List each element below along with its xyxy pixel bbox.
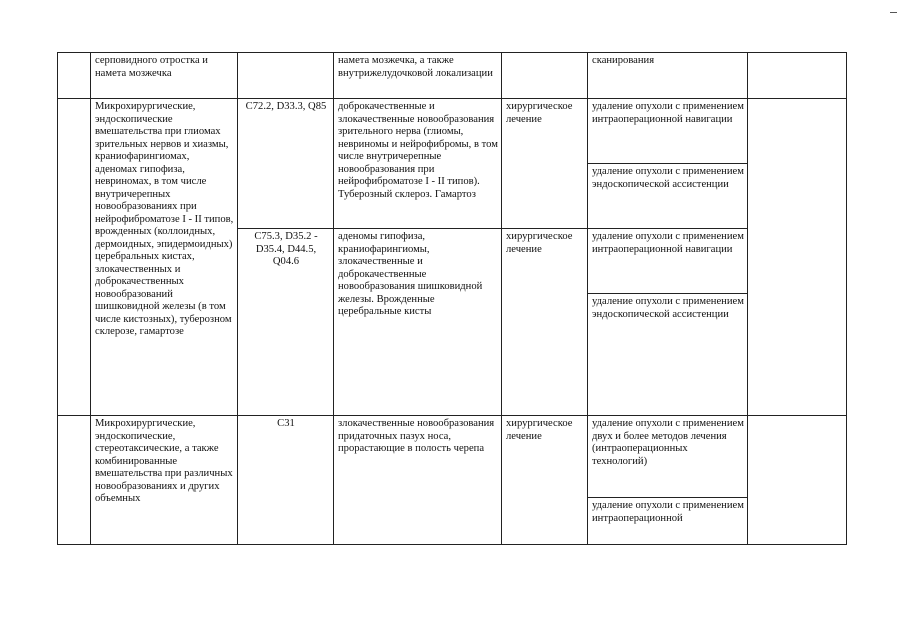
- disease-model-cell: аденомы гипофиза, краниофарингиомы, злокачественные и доброкачественные новообразования шишковидной железы. Врожденные церебральные кисты: [334, 229, 502, 416]
- treatment-method-cell: удаление опухоли с применением двух и более методов лечения (интраоперационных технологий): [588, 416, 748, 498]
- treatment-type-cell: хирургическое лечение: [502, 416, 588, 545]
- disease-model-cell: доброкачественные и злокачественные новообразования зрительного нерва (глиомы, невриномы и нейрофибромы, в том числе внутричерепные новообразования при нейрофиброматозе I - II типов). Туберозный склероз. Гамартоз: [334, 99, 502, 229]
- disease-model-cell: намета мозжечка, а также внутрижелудочковой локализации: [334, 53, 502, 99]
- treatment-method-cell: удаление опухоли с применением эндоскопической ассистенции: [588, 294, 748, 416]
- intervention-name-cell: Микрохирургические, эндоскопические, стереотаксические, а также комбинированные вмешательства при различных новообразованиях и других объемных: [91, 416, 238, 545]
- treatment-method-cell: удаление опухоли с применением интраоперационной: [588, 498, 748, 545]
- row-number-cell: [58, 99, 91, 416]
- icd-codes-cell: C72.2, D33.3, Q85: [238, 99, 334, 229]
- intervention-name-cell: серповидного отростка и намета мозжечка: [91, 53, 238, 99]
- icd-codes-cell: C31: [238, 416, 334, 545]
- treatment-method-cell: сканирования: [588, 53, 748, 99]
- treatment-method-cell: удаление опухоли с применением эндоскопической ассистенции: [588, 164, 748, 229]
- page-edge-mark: [890, 12, 897, 13]
- row-number-cell: [58, 416, 91, 545]
- table-row: [58, 416, 847, 498]
- table-row: [58, 53, 847, 99]
- treatment-method-cell: удаление опухоли с применением интраоперационной навигации: [588, 229, 748, 294]
- medical-care-table: [57, 52, 847, 545]
- tariff-cell: [748, 53, 847, 99]
- treatment-type-cell: [502, 53, 588, 99]
- tariff-cell: [748, 416, 847, 545]
- intervention-name-cell: Микрохирургические, эндоскопические вмешательства при глиомах зрительных нервов и хиазмы, краниофарингиомах, аденомах гипофиза, невриномах, в том числе внутричерепных новообразованиях при нейрофиброматозе I - II типов, врожденных (коллоидных, дермоидных, эпидермоидных) церебральных кистах, злокачественных и доброкачественных новообразований шишковидной железы (в том числе кистозных), туберозном склерозе, гамартозе: [91, 99, 238, 416]
- icd-codes-cell: [238, 53, 334, 99]
- treatment-type-cell: хирургическое лечение: [502, 99, 588, 229]
- icd-codes-cell: C75.3, D35.2 - D35.4, D44.5, Q04.6: [238, 229, 334, 416]
- tariff-cell: [748, 99, 847, 416]
- treatment-method-cell: удаление опухоли с применением интраоперационной навигации: [588, 99, 748, 164]
- disease-model-cell: злокачественные новообразования придаточных пазух носа, прорастающие в полость черепа: [334, 416, 502, 545]
- treatment-type-cell: хирургическое лечение: [502, 229, 588, 416]
- table-row: [58, 99, 847, 164]
- row-number-cell: [58, 53, 91, 99]
